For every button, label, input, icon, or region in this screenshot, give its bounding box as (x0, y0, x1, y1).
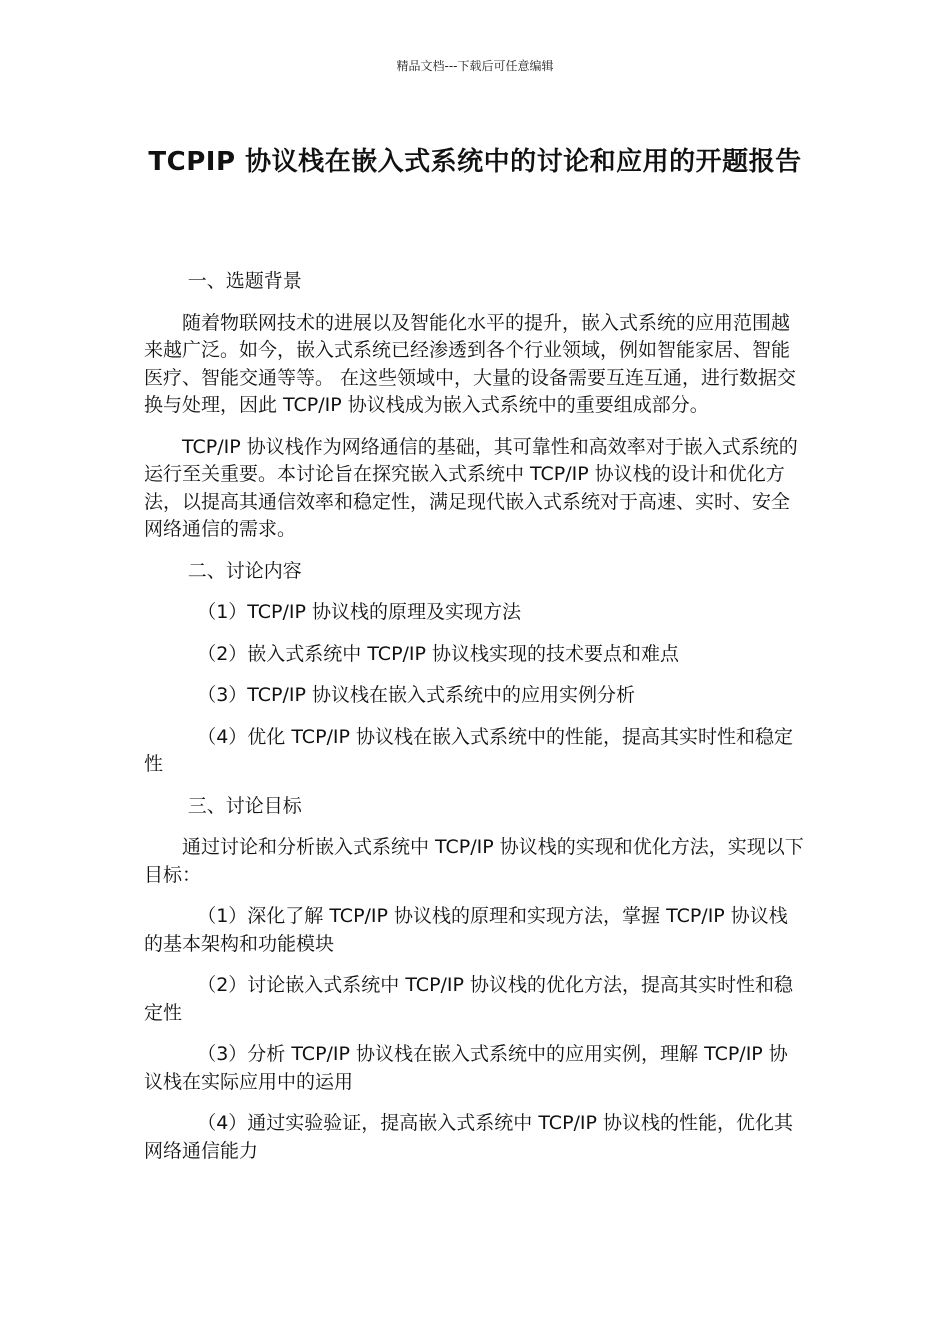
list-item: （1）深化了解 TCP/IP 协议栈的原理和实现方法，掌握 TCP/IP 协议栈的基本架构和功能模块 (144, 905, 788, 955)
page-header: 精品文档---下载后可任意编辑 (396, 59, 554, 73)
section-heading-goals: 三、讨论目标 (187, 794, 302, 817)
list-item: （2）嵌入式系统中 TCP/IP 协议栈实现的技术要点和难点 (197, 642, 680, 665)
section-heading-content: 二、讨论内容 (187, 559, 302, 582)
list-item: （4）通过实验验证，提高嵌入式系统中 TCP/IP 协议栈的性能，优化其网络通信能力 (144, 1112, 794, 1162)
list-item: （3）TCP/IP 协议栈在嵌入式系统中的应用实例分析 (197, 684, 635, 706)
document-title: TCPIP 协议栈在嵌入式系统中的讨论和应用的开题报告 (148, 147, 802, 177)
list-item: （1）TCP/IP 协议栈的原理及实现方法 (197, 601, 521, 623)
paragraph: TCP/IP 协议栈作为网络通信的基础，其可靠性和高效率对于嵌入式系统的运行至关重要。本讨论旨在探究嵌入式系统中 TCP/IP 协议栈的设计和优化方法，以提高其通信效率和稳定性，满足现代嵌入式系统对于高速、实时、安全网络通信的需求。 (144, 435, 798, 540)
list-item: （2）讨论嵌入式系统中 TCP/IP 协议栈的优化方法，提高其实时性和稳定性 (144, 974, 794, 1024)
document-body (144, 268, 806, 1179)
list-item: （3）分析 TCP/IP 协议栈在嵌入式系统中的应用实例，理解 TCP/IP 协议栈在实际应用中的运用 (144, 1043, 788, 1093)
paragraph: 随着物联网技术的进展以及智能化水平的提升，嵌入式系统的应用范围越来越广泛。如今，嵌入式系统已经渗透到各个行业领域，例如智能家居、智能医疗、智能交通等等。 在这些领域中，大量的设备需要互连互通，进行数据交换与处理，因此 TCP/IP 协议栈成为嵌入式系统中的重要组成部分。 (144, 311, 797, 416)
section-heading-background: 一、选题背景 (187, 270, 302, 292)
paragraph: 通过讨论和分析嵌入式系统中 TCP/IP 协议栈的实现和优化方法，实现以下目标： (144, 836, 804, 886)
list-item: （4）优化 TCP/IP 协议栈在嵌入式系统中的性能，提高其实时性和稳定性 (144, 725, 794, 775)
